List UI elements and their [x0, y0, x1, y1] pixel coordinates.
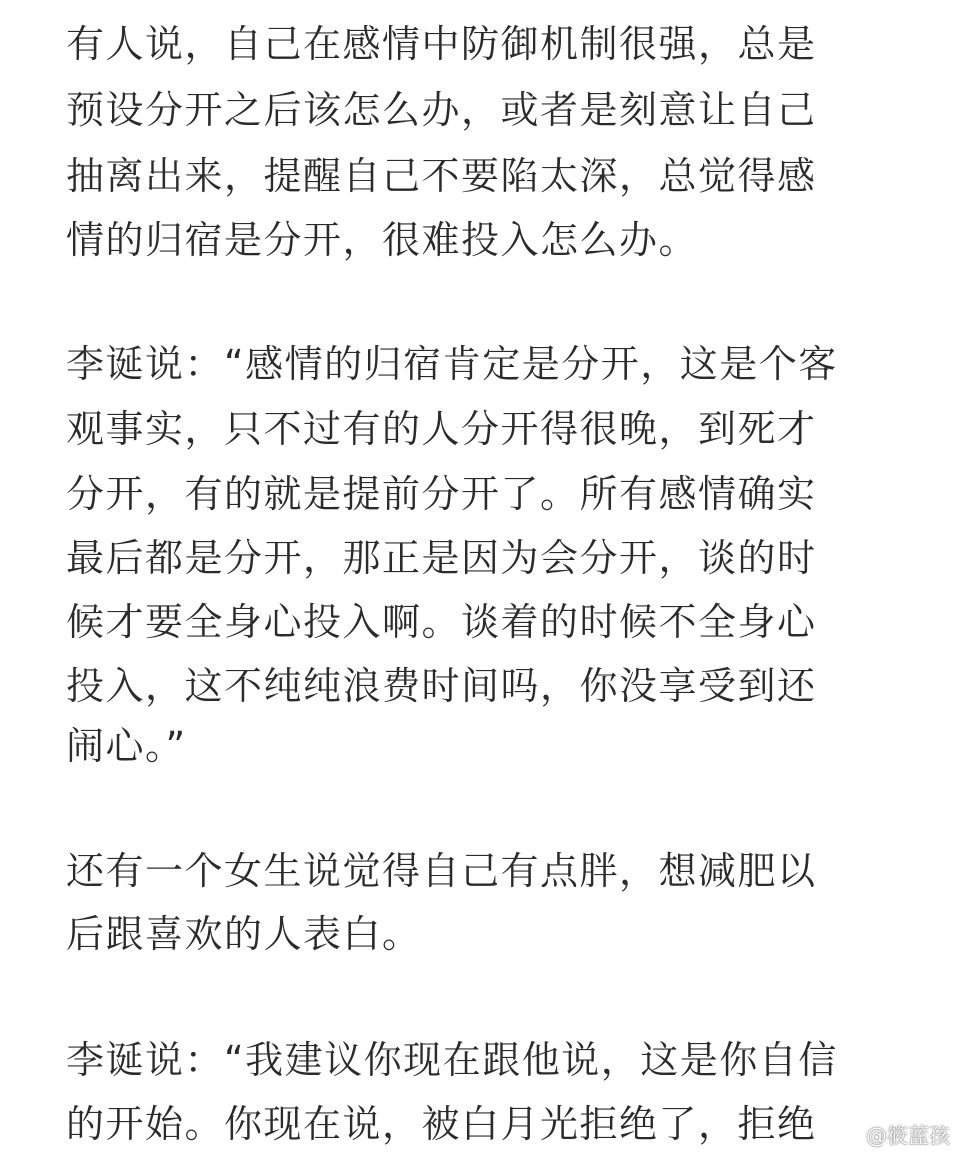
text-line: 候才要全身心投入啊。谈着的时候不全身心 [66, 600, 817, 644]
text-line: 闹心。” [66, 724, 187, 768]
text-line: 后跟喜欢的人表白。 [66, 912, 422, 956]
text-line: 分开，有的就是提前分开了。所有感情确实 [66, 472, 817, 516]
weibo-logo-icon [836, 1124, 862, 1146]
text-line: 抽离出来，提醒自己不要陷太深，总觉得感 [66, 154, 817, 198]
text-line: 李诞说：“我建议你现在跟他说，这是你自信 [66, 1038, 838, 1082]
watermark-text: @筱蓝孩 [866, 1124, 950, 1148]
text-line: 情的归宿是分开，很难投入怎么办。 [66, 218, 699, 262]
text-line: 预设分开之后该怎么办，或者是刻意让自己 [66, 88, 817, 132]
text-line: 还有一个女生说觉得自己有点胖，想减肥以 [66, 849, 817, 893]
text-line: 投入，这不纯纯浪费时间吗，你没享受到还 [66, 664, 817, 708]
text-line: 李诞说：“感情的归宿肯定是分开，这是个客 [66, 342, 838, 386]
text-line: 的开始。你现在说，被白月光拒绝了，拒绝 [66, 1102, 817, 1146]
text-line: 观事实，只不过有的人分开得很晚，到死才 [66, 407, 817, 451]
watermark [836, 1120, 950, 1150]
text-line: 有人说，自己在感情中防御机制很强，总是 [66, 22, 817, 66]
text-line: 最后都是分开，那正是因为会分开，谈的时 [66, 536, 817, 580]
